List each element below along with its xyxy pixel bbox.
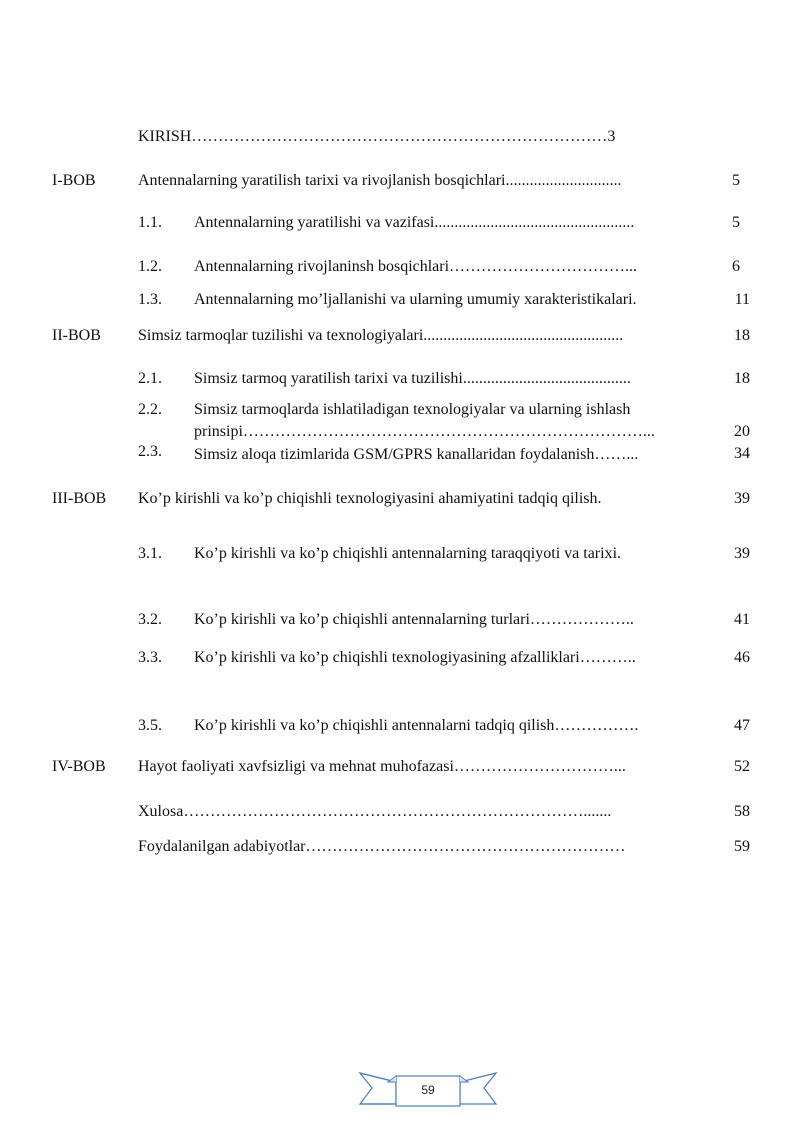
chapter-title: Simsiz tarmoqlar tuzilishi va texnologiyalari.................................................. xyxy=(138,327,624,344)
chapter-page: 52 xyxy=(734,758,750,775)
section-number: 1.1. xyxy=(138,214,162,231)
references-title: Foydalanilgan adabiyotlar…………………………………………………… xyxy=(138,838,626,855)
chapter-page: 39 xyxy=(734,490,750,507)
chapter-title: Antennalarning yaratilish tarixi va rivojlanish bosqichlari............................. xyxy=(138,172,622,189)
section-page: 5 xyxy=(732,214,740,231)
section-page: 20 xyxy=(734,423,750,440)
chapter-page: 18 xyxy=(734,327,750,344)
section-number: 3.2. xyxy=(138,611,162,628)
section-title: Ko’p kirishli va ko’p chiqishli antennalarni tadqiq qilish……………. xyxy=(194,717,639,734)
section-number: 3.5. xyxy=(138,717,162,734)
section-title: Ko’p kirishli va ko’p chiqishli antennalarning turlari……………….. xyxy=(194,611,634,628)
conclusion-page: 58 xyxy=(734,803,750,820)
section-page: 39 xyxy=(734,545,750,562)
section-title: Antennalarning mo’ljallanishi va ularning umumiy xarakteristikalari. xyxy=(194,291,637,308)
chapter-label: III-BOB xyxy=(52,490,107,507)
section-title: Simsiz tarmoq yaratilish tarixi va tuzilishi.......................................... xyxy=(194,370,631,387)
section-number: 3.1. xyxy=(138,545,162,562)
section-number: 1.3. xyxy=(138,291,162,308)
page-number: 59 xyxy=(421,1083,435,1097)
conclusion-title: Xulosa…………………………………………………………………....... xyxy=(138,803,612,820)
section-page: 46 xyxy=(734,649,750,666)
section-page: 11 xyxy=(734,291,750,308)
section-number: 3.3. xyxy=(138,649,162,666)
toc-intro: KIRISH……………………………………………………………………3 xyxy=(138,128,616,145)
references-page: 59 xyxy=(734,838,750,855)
chapter-label: I-BOB xyxy=(52,172,96,189)
section-title: Ko’p kirishli va ko’p chiqishli texnologiyasining afzalliklari……….. xyxy=(194,649,636,666)
chapter-title: Hayot faoliyati xavfsizligi va mehnat muhofazasi…………………………... xyxy=(138,758,626,775)
section-title: Antennalarning rivojlaninsh bosqichlari……………………………... xyxy=(194,258,638,275)
section-title: Ko’p kirishli va ko’p chiqishli antennalarning taraqqiyoti va tarixi. xyxy=(194,545,622,562)
section-title: Antennalarning yaratilishi va vazifasi.................................................. xyxy=(194,214,635,231)
section-page: 34 xyxy=(734,445,750,462)
section-title: Simsiz aloqa tizimlarida GSM/GPRS kanallaridan foydalanish……... xyxy=(194,446,639,463)
section-title-line2: prinsipi…………………………………………………………………... xyxy=(194,423,655,440)
section-number: 2.3. xyxy=(138,443,162,460)
section-page: 41 xyxy=(734,611,750,628)
page-number-ribbon xyxy=(358,1070,498,1110)
chapter-page: 5 xyxy=(732,172,740,189)
section-number: 2.1. xyxy=(138,370,162,387)
section-number: 1.2. xyxy=(138,258,162,275)
section-page: 6 xyxy=(732,258,740,275)
section-title-line1: Simsiz tarmoqlarda ishlatiladigan texnologiyalar va ularning ishlash xyxy=(194,401,631,418)
section-number: 2.2. xyxy=(138,401,162,418)
chapter-label: II-BOB xyxy=(52,327,101,344)
section-page: 18 xyxy=(734,370,750,387)
chapter-title: Ko’p kirishli va ko’p chiqishli texnologiyasini ahamiyatini tadqiq qilish. xyxy=(138,490,602,507)
section-page: 47 xyxy=(734,717,750,734)
chapter-label: IV-BOB xyxy=(52,758,106,775)
